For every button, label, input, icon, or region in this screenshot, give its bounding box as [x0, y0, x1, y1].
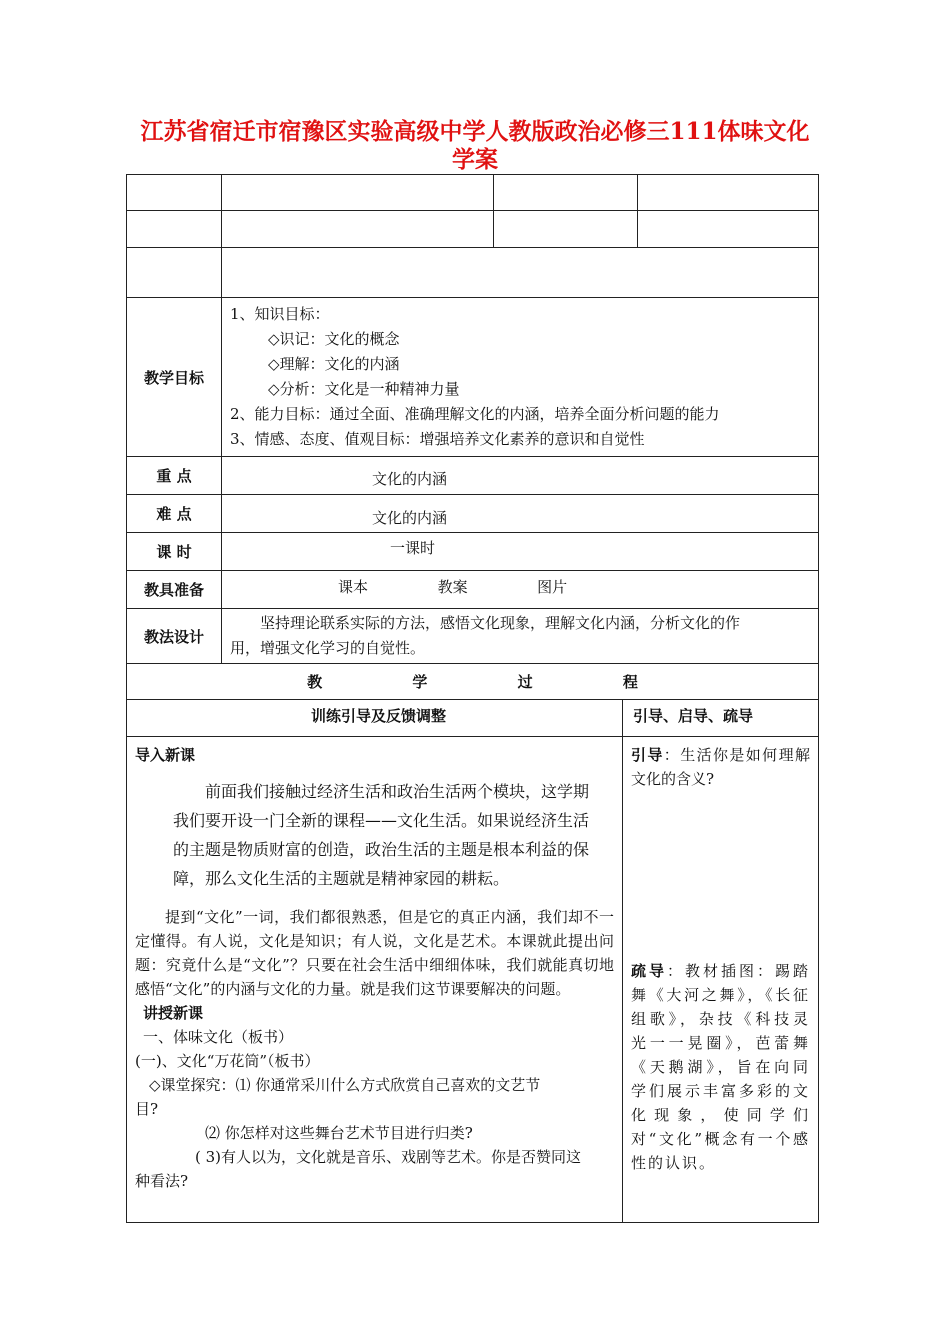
training-content [127, 737, 623, 1223]
process-char-2: 学 [412, 673, 428, 691]
content-row [127, 737, 819, 1223]
guide-column-header: 引导、启导、疏导 [623, 700, 819, 737]
section-1-1: (一)、文化“万花筒”（板书） [135, 1052, 320, 1070]
difficulty-label: 难 点 [127, 495, 222, 533]
blank-cell [127, 175, 222, 211]
method-label: 教法设计 [127, 609, 222, 664]
shu-note [631, 959, 810, 1175]
difficulty-row [127, 495, 819, 533]
blank-row-2 [127, 211, 819, 248]
materials-label: 教具准备 [127, 571, 222, 609]
document-title [120, 118, 830, 174]
method-row [127, 609, 819, 664]
objectives-label: 教学目标 [127, 298, 222, 457]
blank-cell [638, 211, 819, 248]
blank-cell [127, 248, 222, 298]
period-value: 一课时 [222, 533, 819, 571]
key-point-value: 文化的内涵 [222, 457, 819, 495]
material-plan: 教案 [437, 578, 468, 596]
blank-cell [127, 211, 222, 248]
shu-text: ：教材插图：踢踏舞《大河之舞》，《长征组歌》，杂技《科技灵光一一晃圈》，芭蕾舞《天鹅湖》，旨在向同学们展示丰富多彩的文化现象，使同学们对“文化”概念有一个感性的认识。 [631, 962, 810, 1172]
quote-line-4: 障，那么文化生活的主题就是精神家园的耕耘。 [173, 869, 510, 888]
blank-cell [222, 211, 494, 248]
period-label: 课 时 [127, 533, 222, 571]
objectives-content [222, 298, 819, 457]
blank-cell [222, 175, 494, 211]
knowledge-goal: 1、知识目标： [230, 305, 330, 323]
ability-goal: 2、能力目标：通过全面、准确理解文化的内涵，培养全面分析问题的能力 [230, 405, 720, 423]
blank-row-3 [127, 248, 819, 298]
guide-label: 引导 [631, 746, 664, 764]
question-1b: 目? [135, 1100, 159, 1118]
process-char-4: 程 [622, 673, 638, 691]
guide-note [631, 743, 810, 791]
columns-header-row [127, 700, 819, 737]
understand-goal: ◇理解：文化的内涵 [268, 355, 400, 373]
question-1a: ◇课堂探究：⑴ 你通常采川什么方式欣赏自己喜欢的文艺节 [149, 1076, 541, 1094]
process-char-1: 教 [307, 673, 323, 691]
title-line-2: 学案 [452, 146, 498, 173]
guide-content [623, 737, 819, 1223]
quote-line-3: 的主题是物质财富的创造，政治生活的主题是根本利益的保 [173, 840, 590, 859]
recall-goal: ◇识记：文化的概念 [268, 330, 400, 348]
material-textbook: 课本 [338, 578, 369, 596]
material-pictures: 图片 [537, 578, 568, 596]
method-line-2: 用，增强文化学习的自觉性。 [230, 639, 426, 657]
difficulty-value: 文化的内涵 [222, 495, 819, 533]
materials-value [222, 571, 819, 609]
training-column-header: 训练引导及反馈调整 [127, 700, 623, 737]
materials-row [127, 571, 819, 609]
blank-row-1 [127, 175, 819, 211]
emotion-goal: 3、情感、态度、值观目标：增强培养文化素养的意识和自觉性 [230, 430, 645, 448]
process-char-3: 过 [517, 673, 533, 691]
intro-paragraph: 提到“文化”一词，我们都很熟悉，但是它的真正内涵，我们却不一定懂得。有人说，文化是知识；有人说，文化是艺术。本课就此提出问题：究竟什么是“文化”？只要在社会生活中细细体味，我们就能真切地感悟“文化”的内涵与文化的力量。就是我们这节课要解决的问题。 [135, 908, 614, 998]
method-line-1: 坚持理论联系实际的方法，感悟文化现象，理解文化内涵，分析文化的作 [260, 614, 741, 632]
process-heading-row [127, 664, 819, 700]
shu-label: 疏导 [631, 962, 667, 980]
objectives-row [127, 298, 819, 457]
blank-cell [494, 211, 638, 248]
intro-quote [135, 777, 614, 893]
analyze-goal: ◇分析：文化是一种精神力量 [268, 380, 460, 398]
quote-line-2: 我们要开设一门全新的课程——文化生活。如果说经济生活 [173, 811, 590, 830]
key-point-label: 重 点 [127, 457, 222, 495]
intro-title: 导入新课 [135, 746, 196, 764]
quote-line-1: 前面我们接触过经济生活和政治生活两个模块，这学期 [205, 782, 590, 801]
blank-cell [222, 248, 819, 298]
lecture-title: 讲授新课 [143, 1004, 204, 1022]
lesson-plan-table [126, 174, 819, 1223]
question-3a: ( 3)有人以为，文化就是音乐、戏剧等艺术。你是否赞同这 [195, 1148, 582, 1166]
title-line-1: 江苏省宿迁市宿豫区实验高级中学人教版政治必修三111体味文化 [140, 118, 810, 145]
blank-cell [494, 175, 638, 211]
blank-cell [638, 175, 819, 211]
key-point-row [127, 457, 819, 495]
question-3b: 种看法? [135, 1172, 189, 1190]
guide-text: ：生活你是如何理解文化的含义? [631, 746, 810, 788]
method-content [222, 609, 819, 664]
section-1: 一、体味文化（板书） [143, 1028, 294, 1046]
period-row [127, 533, 819, 571]
question-2: ⑵ 你怎样对这些舞台艺术节目进行归类? [205, 1124, 473, 1142]
process-heading [127, 664, 819, 700]
